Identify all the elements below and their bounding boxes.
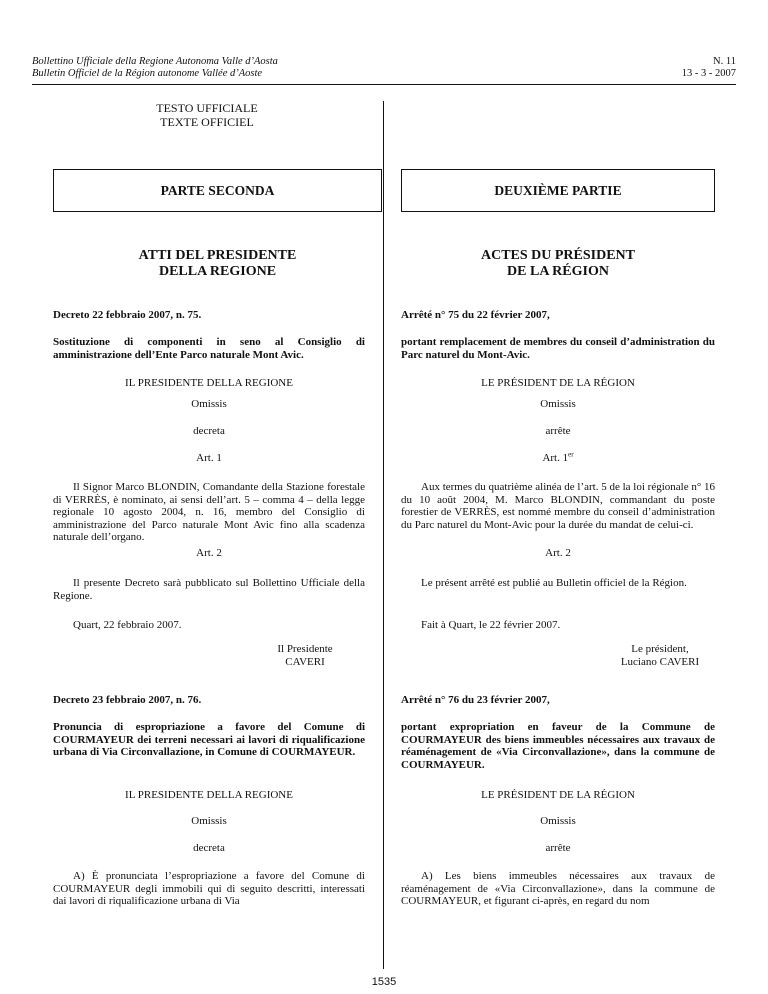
act1-title-fr: Arrêté n° 75 du 22 février 2007, (401, 309, 550, 321)
act1-sig-role-it: Il Presidente (277, 643, 333, 655)
act1-signature-it (250, 643, 360, 668)
part-box-it (53, 169, 382, 212)
act1-art1-it: Art. 1 (196, 452, 222, 464)
act2-text-a-fr: A) Les biens immeubles nécessaires aux travaux de réaménagement de «Via Circonvallazione», dans la commune de COURMAYEUR, et figurant ci-après, en regard du nom (401, 870, 715, 908)
issue-number: N. 11 (713, 56, 736, 67)
act1-authority-it: IL PRESIDENTE DELLA REGIONE (125, 377, 293, 389)
running-header-left (32, 56, 278, 80)
column-divider (383, 101, 384, 969)
act2-verb-it: decreta (193, 842, 225, 854)
act2-subject-fr: portant expropriation en faveur de la Commune de COURMAYEUR des biens immeubles nécessaires aux travaux de réaménagement de «Via Circonvallazione», dans la commune de COURMAYEUR. (401, 721, 715, 771)
act2-authority-it: IL PRESIDENTE DELLA REGIONE (125, 789, 293, 801)
act1-omissis-it: Omissis (191, 398, 227, 410)
act1-sig-name-fr: Luciano CAVERI (620, 655, 700, 668)
act1-art1-fr (401, 452, 715, 465)
official-text-label (32, 101, 382, 129)
act1-art1-text-fr: Aux termes du quatrième alinéa de l’art. 5 de la loi régionale n° 16 du 10 août 2004, M. Marco BLONDIN, commandant du poste forestier de VERRÈS, est nommé membre du conseil d’administration du Parc naturel du Mont-Avic pour la durée du mandat de celui-ci. (401, 481, 715, 531)
act1-art1-sup-fr: er (568, 450, 574, 459)
part-label-it: PARTE SECONDA (160, 182, 275, 198)
act1-sig-name-it: CAVERI (285, 655, 325, 668)
section-title-fr (401, 248, 715, 280)
testo-ufficiale: TESTO UFFICIALE (156, 101, 258, 115)
act1-verb-it: decreta (193, 425, 225, 437)
act2-subject-it: Pronuncia di espropriazione a favore del Comune di COURMAYEUR dei terreni necessari ai lavori di riqualificazione urbana di Via Circonvallazione, in Comune di COURMAYEUR. (53, 721, 365, 759)
texte-officiel: TEXTE OFFICIEL (160, 115, 254, 129)
bulletin-name-fr: Bulletin Officiel de la Région autonome Vallée d’Aoste (32, 68, 263, 79)
act1-place-date-it: Quart, 22 febbraio 2007. (73, 619, 182, 631)
act1-signature-fr (590, 643, 730, 668)
act1-art2-it: Art. 2 (196, 547, 222, 559)
act1-verb-fr: arrête (545, 425, 571, 437)
act1-subject-it: Sostituzione di componenti in seno al Consiglio di amministrazione dell’Ente Parco naturale Mont Avic. (53, 336, 365, 361)
section-title-it-line2: DELLA REGIONE (158, 264, 277, 279)
act1-art2-text-it: Il presente Decreto sarà pubblicato sul Bollettino Ufficiale della Regione. (53, 577, 365, 602)
act2-title-fr: Arrêté n° 76 du 23 février 2007, (401, 694, 550, 706)
act2-authority-fr: LE PRÉSIDENT DE LA RÉGION (481, 789, 635, 801)
act1-title-it: Decreto 22 febbraio 2007, n. 75. (53, 309, 202, 321)
act2-title-it: Decreto 23 febbraio 2007, n. 76. (53, 694, 202, 706)
act2-omissis-it: Omissis (191, 815, 227, 827)
part-label-fr: DEUXIÈME PARTIE (494, 182, 622, 198)
act1-place-date-fr: Fait à Quart, le 22 février 2007. (421, 619, 561, 631)
act1-omissis-fr: Omissis (540, 398, 576, 410)
act2-verb-fr: arrête (545, 842, 571, 854)
act1-art1-label-fr: Art. 1 (542, 452, 569, 464)
act1-art2-text-fr: Le présent arrêté est publié au Bulletin officiel de la Région. (421, 577, 687, 589)
act1-art1-text-it: Il Signor Marco BLONDIN, Comandante della Stazione forestale di VERRÈS, è nominato, ai sensi dell’art. 5 – comma 4 – della legge regionale 10 agosto 2004, n. 16, membro del Consiglio di amministrazione del Parco naturale Mont Avic fino alla scadenza naturale dell’organo. (53, 481, 365, 544)
act2-omissis-fr: Omissis (540, 815, 576, 827)
bulletin-name-it: Bollettino Ufficiale della Regione Autonoma Valle d’Aosta (32, 56, 278, 67)
section-title-it-line1: ATTI DEL PRESIDENTE (138, 248, 297, 263)
section-title-fr-line2: DE LA RÉGION (507, 264, 609, 279)
part-box-fr (401, 169, 715, 212)
act2-text-a-it: A) È pronunciata l’espropriazione a favore del Comune di COURMAYEUR degli immobili qui di seguito descritti, interessati dai lavori di riqualificazione urbana di Via (53, 870, 365, 908)
section-title-it (53, 248, 382, 280)
act1-authority-fr: LE PRÉSIDENT DE LA RÉGION (481, 377, 635, 389)
act1-subject-fr: portant remplacement de membres du conseil d’administration du Parc naturel du Mont-Avic. (401, 336, 715, 361)
section-title-fr-line1: ACTES DU PRÉSIDENT (480, 248, 636, 263)
act1-sig-role-fr: Le président, (631, 643, 689, 655)
running-header-right (682, 56, 736, 80)
act1-art2-fr: Art. 2 (545, 547, 571, 559)
issue-date: 13 - 3 - 2007 (681, 68, 736, 79)
page-number: 1535 (371, 976, 397, 988)
header-rule (32, 84, 736, 85)
